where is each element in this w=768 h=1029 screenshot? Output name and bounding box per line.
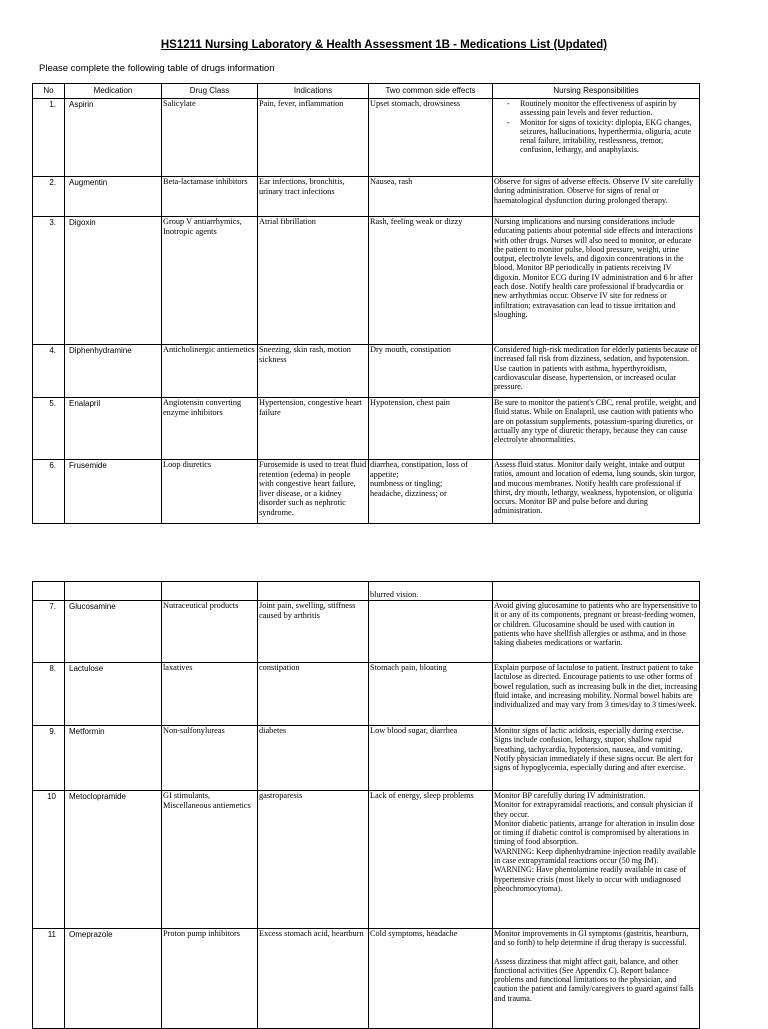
nursing-responsibilities	[493, 929, 700, 1029]
drug-class: Nutraceutical products	[162, 601, 258, 663]
side-effects: Stomach pain, bloating	[369, 663, 493, 726]
table-row	[33, 345, 700, 398]
row-number: 5.	[33, 398, 65, 460]
drug-class: laxatives	[162, 663, 258, 726]
table-row	[33, 929, 700, 1029]
side-effect-line: headache, dizziness; or	[370, 488, 447, 498]
side-effects: Upset stomach, drowsiness	[369, 99, 493, 177]
nursing-responsibilities	[493, 99, 700, 177]
instructions: Please complete the following table of drugs information	[39, 63, 275, 74]
side-effects: Low blood sugar, diarrhea	[369, 726, 493, 791]
row-number: 8.	[33, 663, 65, 726]
side-effects	[369, 601, 493, 663]
indications: Sneezing, skin rash, motion sickness	[258, 345, 369, 398]
drug-class: Loop diuretics	[162, 460, 258, 524]
indications: Furosemide is used to treat fluid retention (edema) in people with congestive heart failure, liver disease, or a kidney disorder such as nephrotic syndrome.	[258, 460, 369, 524]
drug-class: Proton pump inhibitors	[162, 929, 258, 1029]
medication-name: Augmentin	[65, 177, 162, 217]
list-item: - Routinely monitor the effectiveness of aspirin by assessing pain levels and fever reduction.	[520, 99, 698, 118]
drug-class: GI stimulants, Miscellaneous antiemetics	[162, 791, 258, 929]
table-row	[33, 460, 700, 524]
medication-name: Glucosamine	[65, 601, 162, 663]
indications: Atrial fibrillation	[258, 217, 369, 345]
row-number: 6.	[33, 460, 65, 524]
list-item: - Monitor for signs of toxicity: diplopia, EKG changes, seizures, hallucinations, hyperthermia, oliguria, acute renal failure, irritability, restlessness, tremor, confusion, lethargy, and anaphylaxis.	[520, 118, 698, 155]
responsibility-paragraph: WARNING: Keep diphenhydramine injection readily available in case extrapyramidal reactions occur (50 mg IM).	[494, 846, 696, 866]
indications: Ear infections, bronchitis, urinary tract infections	[258, 177, 369, 217]
medications-table-page2	[32, 581, 700, 1029]
nursing-responsibilities: Assess fluid status. Monitor daily weight, intake and output ratios, amount and location of edema, lung sounds, skin turgor, and mucous membranes. Notify health care professional if thirst, dry mouth, lethargy, weakness, hypotension, or oliguria occurs. Monitor BP and pulse before and during administration.	[493, 460, 700, 524]
header-indications: Indications	[258, 84, 369, 99]
table-row	[33, 398, 700, 460]
indications: gastroparesis	[258, 791, 369, 929]
table-row	[33, 217, 700, 345]
header-side-effects: Two common side effects	[369, 84, 493, 99]
continuation-row	[33, 582, 700, 601]
drug-class: Group V antiarrhymics, Inotropic agents	[162, 217, 258, 345]
nursing-responsibilities: Considered high-risk medication for elderly patients because of increased fall risk from dizziness, sedation, and hypotension. Use caution in patients with asthma, hyperthyroidism, cardiovascular disease, hypertension, or increased ocular pressure.	[493, 345, 700, 398]
responsibility-paragraph: Assess dizziness that might affect gait, balance, and other functional activities (See Appendix C). Report balance problems and functional limitations to the physician, and caution the patient and family/caregivers to guard against falls and trauma.	[494, 956, 694, 1003]
side-effects: Rash, feeling weak or dizzy	[369, 217, 493, 345]
nursing-responsibilities: Avoid giving glucosamine to patients who are hypersensitive to it or any of its components, pregnant or breast-feeding women, or children. Glucosamine should be used with caution in patients who have shellfish allergies or asthma, and in those taking diabetes medications or warfarin.	[493, 601, 700, 663]
row-number: 4.	[33, 345, 65, 398]
medication-name: Frusemide	[65, 460, 162, 524]
side-effect-line: diarrhea, constipation, loss of appetite;	[370, 460, 468, 479]
nursing-responsibilities	[493, 791, 700, 929]
row-number: 2.	[33, 177, 65, 217]
drug-class: Angiotensin converting enzyme inhibitors	[162, 398, 258, 460]
side-effects: Lack of energy, sleep problems	[369, 791, 493, 929]
row-number: 11	[33, 929, 65, 1029]
document-title: HS1211 Nursing Laboratory & Health Assessment 1B - Medications List (Updated)	[160, 39, 608, 51]
indications: Joint pain, swelling, stiffness caused by arthritis	[258, 601, 369, 663]
indications: Excess stomach acid, heartburn	[258, 929, 369, 1029]
header-row	[33, 84, 700, 99]
responsibility-paragraph: Monitor for extrapyramidal reactions, and consult physician if they occur.	[494, 800, 694, 819]
responsibility-paragraph: Monitor improvements in GI symptoms (gastritis, heartburn, and so forth) to help determine if drug therapy is successful.	[494, 929, 689, 948]
responsibility-paragraph: Monitor BP carefully during IV administration.	[494, 791, 646, 800]
indications: diabetes	[258, 726, 369, 791]
medication-name: Digoxin	[65, 217, 162, 345]
row-number: 10	[33, 791, 65, 929]
side-effects: Hypotension, chest pain	[369, 398, 493, 460]
table-row	[33, 601, 700, 663]
side-effects: Nausea, rash	[369, 177, 493, 217]
header-drug-class: Drug Class	[162, 84, 258, 99]
header-no: No	[33, 84, 65, 99]
table-row	[33, 177, 700, 217]
responsibility-list	[494, 99, 698, 155]
header-nursing-responsibilities: Nursing Responsibilities	[493, 84, 700, 99]
row-number: 3.	[33, 217, 65, 345]
drug-class: Anticholinergic antiemetics	[162, 345, 258, 398]
nursing-responsibilities: Observe for signs of adverse effects. Observe IV site carefully during administration. Observe for signs of renal or haematological dysfunction during prolonged therapy.	[493, 177, 700, 217]
side-effects: Dry mouth, constipation	[369, 345, 493, 398]
side-effects: Cold symptoms, headache	[369, 929, 493, 1029]
nursing-responsibilities: Explain purpose of lactulose to patient. Instruct patient to take lactulose as directed. Encourage patients to use other forms of bowel regulation, such as increasing bulk in the diet, increasing fluid intake, and increasing mobility. Normal bowel habits are individualized and may vary from 3 times/day to 3 times/week.	[493, 663, 700, 726]
medication-name: Metoclopramide	[65, 791, 162, 929]
medications-table-page1	[32, 83, 700, 524]
nursing-responsibilities: Nursing implications and nursing considerations include educating patients about potential side effects and interactions with other drugs. Nurses will also need to monitor, or educate the patient to monitor pulse, blood pressure, weight, urine output, electrolyte levels, and digoxin concentrations in the blood. Monitor BP periodically in patients receiving IV digoxin. Monitor ECG during IV administration and 6 hr after each dose. Notify health care professional if bradycardia or new arrhythmias occur. Observe IV site for redness or infiltration; extravasation can lead to tissue irritation and sloughing.	[493, 217, 700, 345]
table-row	[33, 99, 700, 177]
side-effect-line: numbness or tingling;	[370, 479, 443, 489]
drug-class: Salicylate	[162, 99, 258, 177]
paragraph-spacer	[494, 948, 698, 957]
table-row	[33, 726, 700, 791]
medication-name: Omeprazole	[65, 929, 162, 1029]
medication-name: Diphenhydramine	[65, 345, 162, 398]
table-row	[33, 791, 700, 929]
nursing-responsibilities: Monitor signs of lactic acidosis, especially during exercise. Signs include confusion, lethargy, stupor, shallow rapid breathing, tachycardia, hypotension, nausea, and vomiting. Notify physician immediately if these signs occur. Be alert for signs of hypoglycemia, especially during and after exercise.	[493, 726, 700, 791]
responsibility-paragraph: WARNING: Have phentolamine readily available in case of hypertensive crisis (most likely to occur with undiagnosed pheochromocytoma).	[494, 865, 687, 893]
medication-name: Lactulose	[65, 663, 162, 726]
indications: Hypertension, congestive heart failure	[258, 398, 369, 460]
header-medication: Medication	[65, 84, 162, 99]
responsibility-paragraph: Monitor diabetic patients, arrange for alteration in insulin dose or timing if diabetic control is compromised by alterations in timing of food absorption.	[494, 818, 695, 847]
row-number: 9.	[33, 726, 65, 791]
side-effects-continued: blurred vision.	[369, 582, 493, 601]
indications: Pain, fever, inflammation	[258, 99, 369, 177]
medication-name: Aspirin	[65, 99, 162, 177]
table-row	[33, 663, 700, 726]
row-number: 7.	[33, 601, 65, 663]
indications: constipation	[258, 663, 369, 726]
nursing-responsibilities: Be sure to monitor the patient's CBC, renal profile, weight, and fluid status. While on Enalapril, use caution with patients who are on potassium supplements, potassium-sparing diuretics, or actually any type of diuretic therapy, because they can cause electrolyte abnormalities.	[493, 398, 700, 460]
medication-name: Enalapril	[65, 398, 162, 460]
drug-class: Non-sulfonylureas	[162, 726, 258, 791]
drug-class: Beta-lactamase inhibitors	[162, 177, 258, 217]
medication-name: Metformin	[65, 726, 162, 791]
side-effects	[369, 460, 493, 524]
row-number: 1.	[33, 99, 65, 177]
